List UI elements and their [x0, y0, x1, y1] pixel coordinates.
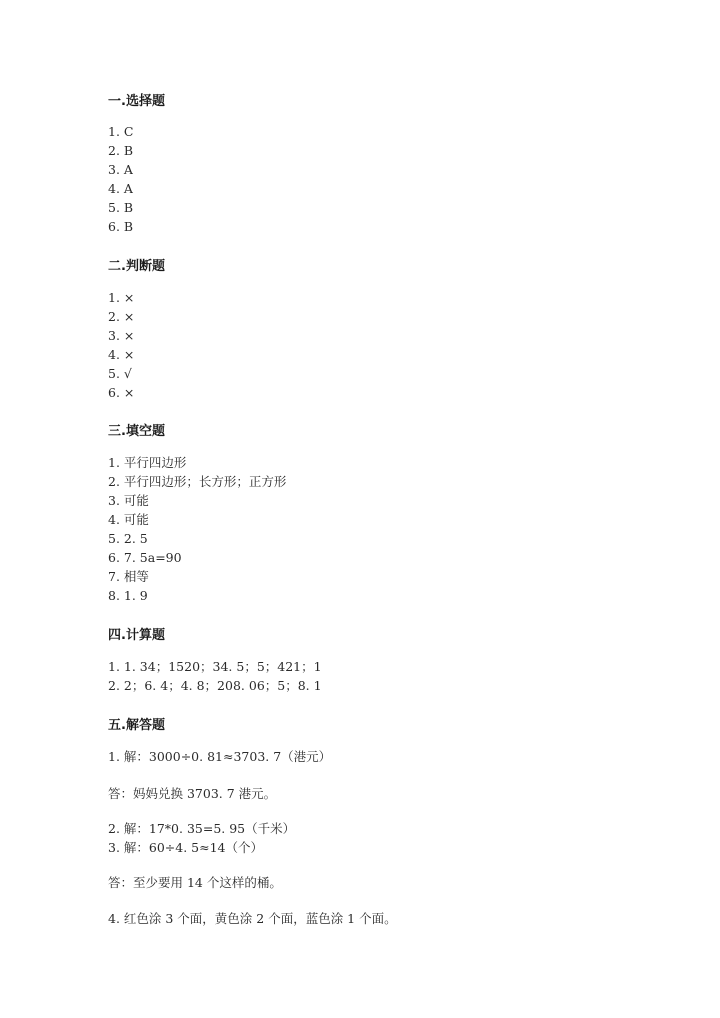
answer-line: 2. B	[108, 143, 134, 158]
answer-line: 6. B	[108, 219, 134, 234]
answer-line: 2. 解：17*0. 35=5. 95（千米）	[108, 821, 296, 836]
section-title-multiple-choice: 一.选择题	[108, 94, 165, 109]
section-title-word-problems: 五.解答题	[108, 718, 165, 733]
answer-line: 6. 7. 5a=90	[108, 550, 182, 565]
answer-line: 1. ×	[108, 290, 135, 305]
answer-line: 7. 相等	[108, 569, 149, 584]
answer-line: 1. 1. 34；1520；34. 5；5；421；1	[108, 659, 322, 674]
answer-line: 4. 红色涂 3 个面，黄色涂 2 个面，蓝色涂 1 个面。	[108, 911, 397, 926]
answer-line: 1. 解：3000÷0. 81≈3703. 7（港元）	[108, 749, 332, 764]
section-title-fill-in: 三.填空题	[108, 424, 165, 439]
answer-line: 5. √	[108, 366, 132, 381]
answer-line: 1. C	[108, 124, 134, 139]
section-title-calculation: 四.计算题	[108, 628, 165, 643]
answer-line: 1. 平行四边形	[108, 455, 187, 470]
answer-line: 答：妈妈兑换 3703. 7 港元。	[108, 786, 277, 801]
answer-line: 3. 解：60÷4. 5≈14（个）	[108, 840, 264, 855]
answer-line: 2. ×	[108, 309, 135, 324]
answer-line: 答：至少要用 14 个这样的桶。	[108, 875, 282, 890]
answer-line: 2. 平行四边形；长方形；正方形	[108, 474, 287, 489]
answer-line: 3. A	[108, 162, 133, 177]
answer-line: 4. ×	[108, 347, 135, 362]
section-title-true-false: 二.判断题	[108, 259, 165, 274]
answer-line: 5. B	[108, 200, 134, 215]
answer-line: 4. A	[108, 181, 133, 196]
answer-line: 3. 可能	[108, 493, 149, 508]
answer-line: 6. ×	[108, 385, 135, 400]
answer-line: 5. 2. 5	[108, 531, 148, 546]
answer-line: 3. ×	[108, 328, 135, 343]
answer-line: 8. 1. 9	[108, 588, 148, 603]
answer-line: 4. 可能	[108, 512, 149, 527]
answer-line: 2. 2；6. 4；4. 8；208. 06；5；8. 1	[108, 678, 322, 693]
